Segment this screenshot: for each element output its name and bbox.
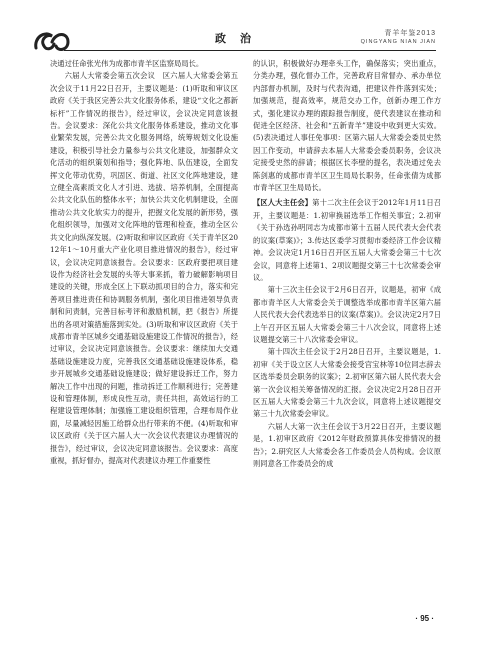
right-paragraph-5: 六届人大第一次主任会议于3月22日召开，主要议题是，1.初审区政府《2012年财政预算具体安排情况的报告》；2.研究区人大常委会各工作委员会人员构成。会议原则同意各工作委员会的成 bbox=[253, 421, 441, 468]
journal-name-en: QINGYANG NIAN JIAN bbox=[360, 39, 436, 45]
header-divider bbox=[64, 50, 436, 51]
right-paragraph-3: 第十三次主任会议于2月6日召开，议题是，初审《成都市青羊区人大常委会关于调整选举成都市青羊区第六届人民代表大会代表选举日的议案(草案)》。会议决定2月7日上午召开区五届人大常委会第三十八次会议，同意将上述议题提交第三十八次常委会审议。 bbox=[253, 285, 441, 344]
section-tag: 【区人大主任会】 bbox=[253, 198, 313, 208]
right-column bbox=[253, 58, 441, 470]
right-paragraph-2 bbox=[253, 197, 441, 284]
left-paragraph-1: 决通过任命张光伟为成都市青羊区监察局局长。 bbox=[50, 59, 204, 68]
right-paragraph-1: 的认识，积极做好办理牵头工作，确保落实；突出重点，分类办理，强化督办工作，完善政府目常督办、承办单位内部督办机制，及时与代表沟通，把建议件件落到实处；加强规范，提高效率，规范交办工作，创新办理工作方式，强化建议办理的跟踪报告制度，使代表建议在推动和促进全区经济、社会和“五新青羊”建设中收到更大实效。(5)表决通过人事任免事项：区第六届人大常委会委员史然因工作变动，申请辞去本届人大常委会委员职务，会议决定接受史然的辞请；根据区长李壁的提名，表决通过免去陈剑惠的成都市青羊区卫生局局长职务，任命张倩为成都市青羊区卫生局局长。 bbox=[253, 59, 441, 193]
right-paragraph-4: 第十四次主任会议于2月28日召开，主要议题是，1.初审《关于设立区人大常委会接受宫宝林等10位同志辞去区选举委员会职务的议案》；2.初审区第六届人民代表大会第一次会议相关筹备情况的汇报。会议决定2月28日召开区五届人大常委会第三十九次会议，同意将上述议题提交第三十九次常委会审议。 bbox=[253, 347, 441, 419]
journal-name-cn: 青羊年鉴2013 bbox=[384, 30, 436, 37]
right-paragraph-2-text: 第十二次主任会议于2012年1月11日召开，主要议题是：1.初审换届选举工作相关事宜；2.初审《关于孙选孙明同志为成都市第十五届人民代表大会代表的议案(草案)》；3.传达区委学习贯彻市委经济工作会议精神。会议决定1月16日召开区五届人大常委会第三十七次会议，同意将上述第1、2项议题提交第三十七次常委会审议。 bbox=[253, 198, 442, 282]
page-number: · 95 · bbox=[415, 614, 434, 623]
journal-header bbox=[361, 29, 436, 47]
left-paragraph-2: 六届人大常委会第五次会议 区六届人大常委会第五次会议于11月22日召开，主要议题是：(1)听取和审议区政府《关于我区完善公共文化服务体系，建设“文化之都新标杆”工作情况的报告》，经过审议，会议决定同意该报告。会议要求：深化公共文化服务体系建设，推动文化事业繁荣发展，完善公共文化服务网络，统筹规划文化设施建设，积极引导社会力量参与公共文化建设，加强群众文化活动的组织策划和指导；强化阵地、队伍建设，全面发挥文化带动优势，巩固区、街道、社区文化阵地建设，建立健全高素质文化人才引进、选拔、培养机制，全面提高公共文化队伍的整体水平；加快公共文化机制建设，全面推动公共文化软实力的提升，把握文化发展的新形势，强化组织领导，加强对文化阵地的管理和检查，推动全区公共文化向纵深发展。(2)听取和审议区政府《关于青羊区2012年1～10月重大产业化项目推进情况的报告》，经过审议，会议决定同意该报告。会议要求：区政府要把项目建设作为经济社会发展的头等大事来抓，着力破解影响项目建设的关键，形成全区上下联动抓项目的合力，落实和完善项目推进责任和协调服务机制，强化项目推进领导负责制和问责制，完善目标考评和激励机制，把《报告》所提出的各项对策措施落到实处。(3)听取和审议区政府《关于成都市青羊区城乡交通基础设施建设工作情况的报告》，经过审议，会议决定同意该报告。会议要求：继续加大交通基础设施建设力度，完善我区交通基础设施建设体系，稳步开展城乡交通基础设施建设；做好建设拆迁工作，努力解决工作中出现的问题，推动拆迁工作顺利进行；完善建设和管理体制，形成良性互动，责任共担，高效运行的工程建设管理体制；加强施工建设组织管理，合理布局作业面，尽量减轻因施工给群众出行带来的不便。(4)听取和审议区政府《关于区六届人大一次会议代表建议办理情况的报告》，经过审议，会议决定同意该报告。会议要求：高度重视，抓好督办，提高对代表建议办理工作重要性 bbox=[50, 71, 238, 465]
section-title: 政治 bbox=[215, 32, 265, 45]
left-column bbox=[50, 58, 238, 467]
